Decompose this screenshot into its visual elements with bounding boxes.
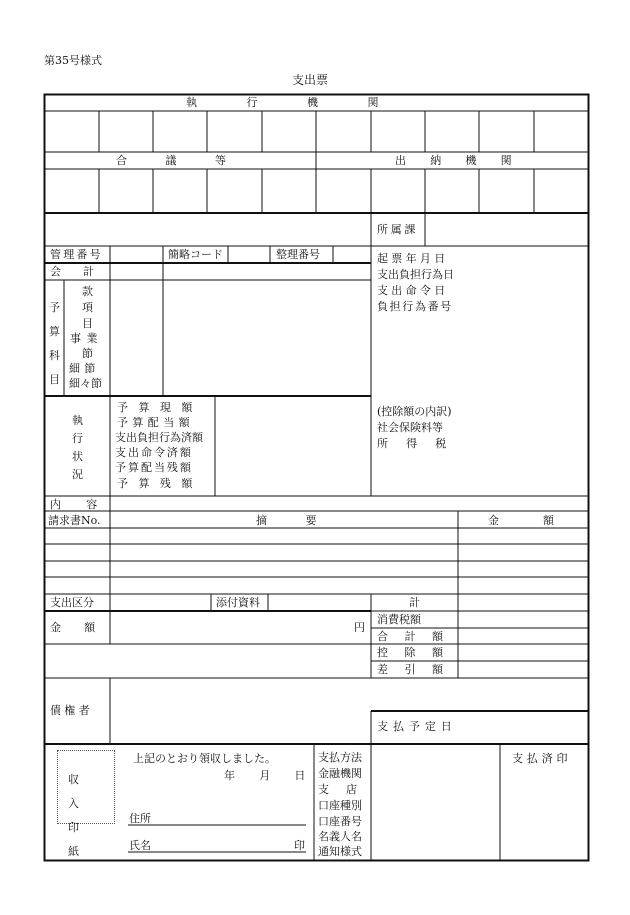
deduct-label: 控除額	[377, 646, 460, 659]
date-issue: 起票年月日	[377, 252, 449, 265]
exec-item: 支出負担行為済額	[115, 431, 203, 444]
accounting-label: 会計	[50, 265, 116, 278]
council-header: 合議等	[116, 154, 265, 167]
total-label: 計	[409, 596, 420, 609]
sum-label: 合計額	[377, 630, 460, 643]
exec-item: 予算残額	[117, 477, 203, 490]
form-number: 第35号様式	[44, 54, 102, 67]
tax-label: 消費税額	[377, 613, 421, 626]
category-label: 支出区分	[50, 596, 94, 609]
creditor-label: 債権者	[50, 704, 93, 717]
method-item: 口座種別	[318, 799, 362, 812]
budget-item: 節	[82, 347, 93, 360]
exec-item: 予算現額	[117, 401, 203, 414]
paid-stamp-label: 支払済印	[512, 752, 572, 765]
scheduled-date-label: 支払予定日	[377, 720, 457, 733]
yen-label: 円	[354, 621, 365, 634]
budget-item: 項	[82, 301, 93, 314]
exec-item: 予算配当額	[117, 416, 194, 429]
method-item: 支店	[318, 783, 375, 796]
content-label: 内容	[50, 498, 123, 511]
exec-org-header: 執行機関	[186, 96, 428, 109]
mgmt-no-label: 管理番号	[50, 248, 103, 261]
budget-item: 目	[82, 317, 93, 330]
abbr-code-label: 簡略コード	[168, 248, 223, 261]
invoice-no-label: 請求書No.	[48, 514, 101, 527]
budget-item: 細節	[69, 362, 100, 375]
date-order: 支出命令日	[377, 284, 449, 297]
amount-header: 金額	[488, 514, 598, 527]
dept-label: 所属課	[377, 223, 419, 236]
deduction-item: 所得税	[377, 437, 465, 450]
method-item: 名義人名	[318, 830, 362, 843]
deduction-item: 社会保険料等	[377, 421, 443, 434]
address-label: 住所	[129, 812, 151, 825]
summary-header: 摘要	[256, 514, 355, 527]
amount-label: 金額	[50, 621, 119, 634]
revenue-stamp-label: 収入印紙	[68, 773, 89, 858]
net-label: 差引額	[377, 663, 460, 676]
seal-label: 印	[294, 839, 305, 852]
attachment-label: 添付資料	[216, 596, 260, 609]
page-title: 支出票	[292, 73, 329, 87]
cashier-header: 出納機関	[395, 154, 536, 167]
budget-item: 事業	[70, 332, 103, 345]
exec-side-label: 執行状況	[72, 414, 83, 481]
receipt-text: 上記のとおり領収しました。	[133, 752, 276, 765]
ref-no-label: 整理番号	[276, 248, 320, 261]
method-item: 口座番号	[318, 815, 362, 828]
budget-item: 款	[82, 285, 93, 298]
deduction-title: (控除額の内訳)	[377, 405, 452, 418]
method-item: 通知様式	[318, 845, 362, 858]
budget-item: 細々節	[69, 377, 102, 390]
exec-item: 予算配当残額	[115, 461, 193, 474]
method-item: 金融機関	[318, 767, 362, 780]
receipt-date: 年 月 日	[224, 769, 312, 782]
commit-number: 負担行為番号	[377, 300, 453, 313]
method-item: 支払方法	[318, 751, 362, 764]
date-commit: 支出負担行為日	[377, 268, 454, 281]
budget-side-label: 予算科目	[49, 301, 60, 386]
exec-item: 支出命令済額	[115, 446, 193, 459]
name-label: 氏名	[129, 839, 151, 852]
